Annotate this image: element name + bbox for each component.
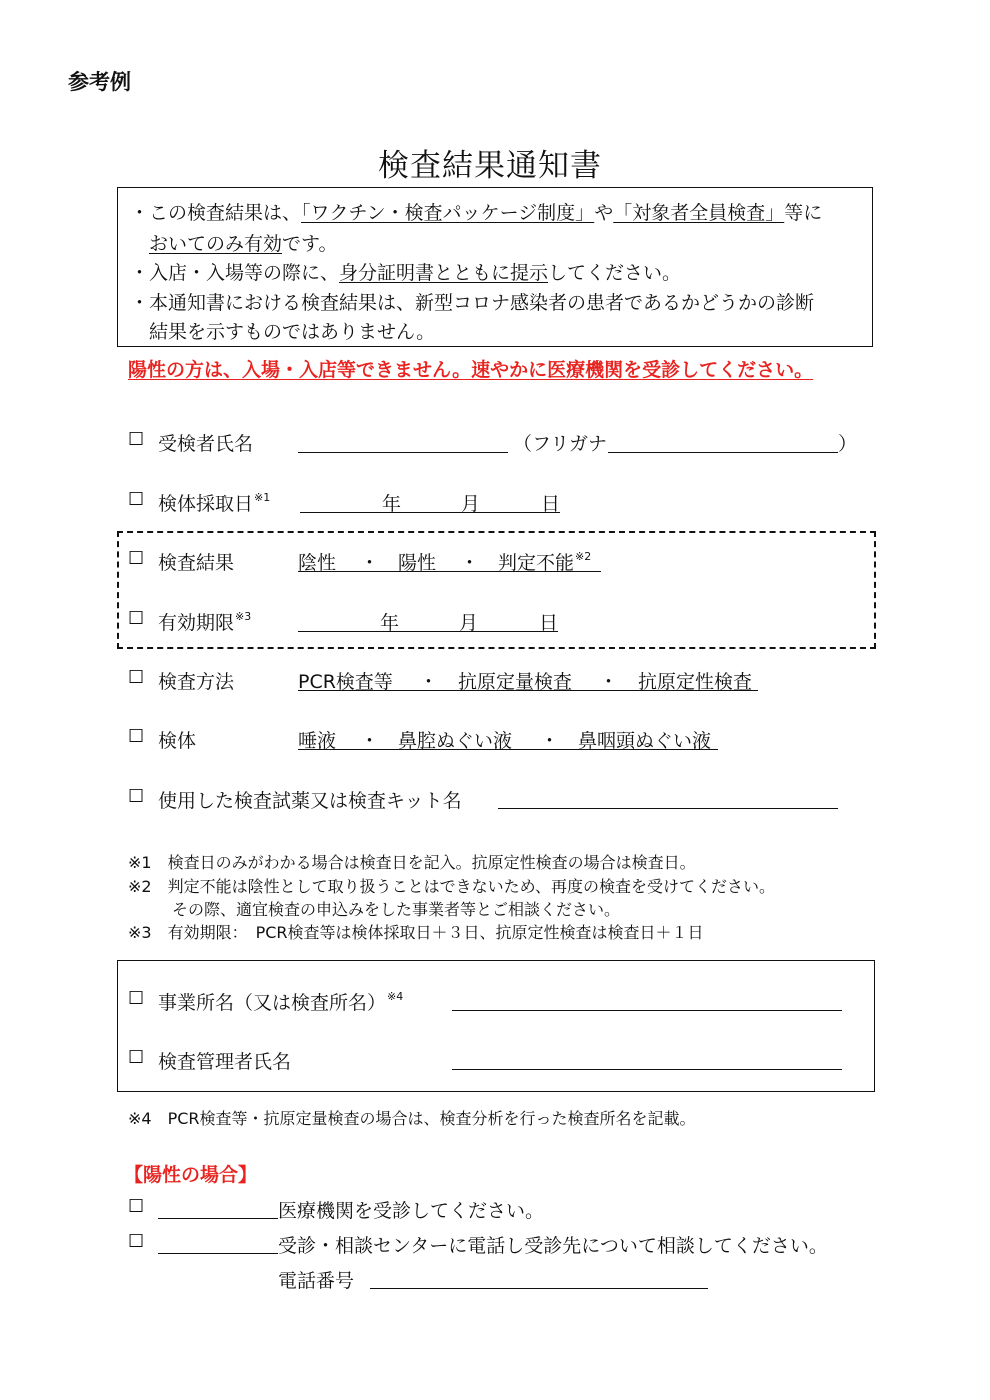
method-label: 検査方法: [158, 671, 235, 693]
sample-date-month: 月: [461, 493, 481, 515]
footnote-2-cont: その際、適宜検査の申込みをした事業者等とご相談ください。: [172, 900, 621, 919]
specimen-label: 検体: [158, 730, 197, 752]
footnote-2: ※2 判定不能は陰性として取り扱うことはできないため、再度の検査を受けてください。: [128, 877, 775, 896]
positive-item-2: 受診・相談センターに電話し受診先について相談してください。: [278, 1235, 828, 1257]
notice-bullet-1-line-1: [130, 198, 822, 225]
checkbox-method[interactable]: ☐: [128, 667, 145, 688]
notice-text: ・入店・入場等の際に、: [130, 262, 340, 284]
notice-text: や: [594, 202, 614, 224]
phone-label: 電話番号: [278, 1270, 355, 1292]
validity-month: 月: [459, 612, 479, 634]
document-title: 検査結果通知書: [378, 148, 602, 184]
manager-input-line[interactable]: [452, 1069, 842, 1070]
positive-warning: 陽性の方は、入場・入店等できません。速やかに医療機関を受診してください。: [128, 359, 814, 381]
furigana-open: （フリガナ: [513, 433, 608, 455]
phone-input-line[interactable]: [370, 1288, 708, 1289]
footnote-4: ※4 PCR検査等・抗原定量検査の場合は、検査分析を行った検査所名を記載。: [128, 1109, 696, 1128]
result-separator: ・: [460, 552, 480, 574]
specimen-separator: ・: [540, 730, 560, 752]
notice-bullet-2: [130, 258, 681, 285]
validity-label-text: 有効期限: [158, 612, 235, 634]
kit-input-line[interactable]: [498, 808, 838, 809]
method-separator: ・: [599, 671, 619, 693]
checkbox-validity[interactable]: ☐: [128, 608, 145, 629]
specimen-option-saliva[interactable]: 唾液: [298, 730, 337, 752]
notice-underlined: 「対象者全員検査」: [613, 202, 785, 224]
result-option-positive[interactable]: 陽性: [398, 552, 437, 574]
result-option-indeterminate[interactable]: [498, 548, 591, 575]
footnote-ref: ※3: [235, 610, 252, 623]
notice-bullet-3-line-1: ・本通知書における検査結果は、新型コロナ感染者の患者であるかどうかの診断: [130, 292, 815, 314]
footnote-3: ※3 有効期限： PCR検査等は検体採取日＋３日、抗原定性検査は検査日＋１日: [128, 923, 704, 942]
furigana-input-line[interactable]: [608, 452, 838, 453]
sample-date-year: 年: [382, 493, 402, 515]
validity-day: 日: [539, 612, 559, 634]
notice-bullet-1-line-2: [149, 229, 338, 256]
manager-label: 検査管理者氏名: [158, 1051, 292, 1073]
checkbox-result[interactable]: ☐: [128, 548, 145, 569]
kit-label: 使用した検査試薬又は検査キット名: [158, 790, 462, 812]
method-option-antigen-quantitative[interactable]: 抗原定量検査: [458, 671, 573, 693]
footnote-ref: ※1: [254, 491, 271, 504]
checkbox-positive-1[interactable]: ☐: [128, 1196, 145, 1217]
validity-year: 年: [380, 612, 400, 634]
furigana-close: ）: [838, 433, 858, 455]
result-option-negative[interactable]: 陰性: [298, 552, 337, 574]
validity-label: [158, 608, 251, 635]
sample-date-input-line[interactable]: [300, 512, 560, 513]
checkbox-specimen[interactable]: ☐: [128, 726, 145, 747]
office-label: [158, 988, 403, 1015]
notice-underlined: おいてのみ有効: [149, 233, 283, 255]
specimen-option-nasal[interactable]: 鼻腔ぬぐい液: [398, 730, 513, 752]
checkbox-office[interactable]: ☐: [128, 988, 145, 1009]
method-separator: ・: [419, 671, 439, 693]
notice-underlined: 「ワクチン・検査パッケージ制度」: [301, 202, 595, 224]
notice-bullet-3-line-2: 結果を示すものではありません。: [149, 321, 436, 343]
method-option-pcr[interactable]: PCR検査等: [298, 671, 393, 693]
validity-input-line[interactable]: [298, 631, 558, 632]
checkbox-sample-date[interactable]: ☐: [128, 489, 145, 510]
notice-text: です。: [282, 233, 338, 255]
result-option-indeterminate-text: 判定不能: [498, 552, 575, 574]
office-label-text: 事業所名（又は検査所名）: [158, 992, 387, 1014]
checkbox-kit[interactable]: ☐: [128, 786, 145, 807]
notice-underlined: 身分証明書とともに提示: [339, 262, 549, 284]
sample-date-label-text: 検体採取日: [158, 493, 254, 515]
positive-2-input-line[interactable]: [158, 1253, 278, 1254]
footnote-ref: ※4: [387, 990, 404, 1003]
sample-date-day: 日: [541, 493, 561, 515]
checkbox-name[interactable]: ☐: [128, 429, 145, 450]
reference-label: 参考例: [68, 70, 131, 94]
notice-text: 等に: [784, 202, 823, 224]
positive-heading: 【陽性の場合】: [124, 1164, 258, 1186]
checkbox-positive-2[interactable]: ☐: [128, 1231, 145, 1252]
notice-text: ・この検査結果は、: [130, 202, 302, 224]
method-option-antigen-qualitative[interactable]: 抗原定性検査: [638, 671, 753, 693]
name-label: 受検者氏名: [158, 433, 254, 455]
specimen-separator: ・: [360, 730, 380, 752]
name-input-line[interactable]: [298, 452, 508, 453]
specimen-option-nasopharyngeal[interactable]: 鼻咽頭ぬぐい液: [578, 730, 712, 752]
footnote-ref: ※2: [575, 550, 592, 563]
result-label: 検査結果: [158, 552, 235, 574]
notice-text: してください。: [548, 262, 682, 284]
result-separator: ・: [360, 552, 380, 574]
sample-date-label: [158, 489, 270, 516]
positive-1-input-line[interactable]: [158, 1218, 278, 1219]
office-input-line[interactable]: [452, 1010, 842, 1011]
positive-item-1: 医療機関を受診してください。: [278, 1200, 545, 1222]
footnote-1: ※1 検査日のみがわかる場合は検査日を記入。抗原定性検査の場合は検査日。: [128, 853, 696, 872]
checkbox-manager[interactable]: ☐: [128, 1047, 145, 1068]
